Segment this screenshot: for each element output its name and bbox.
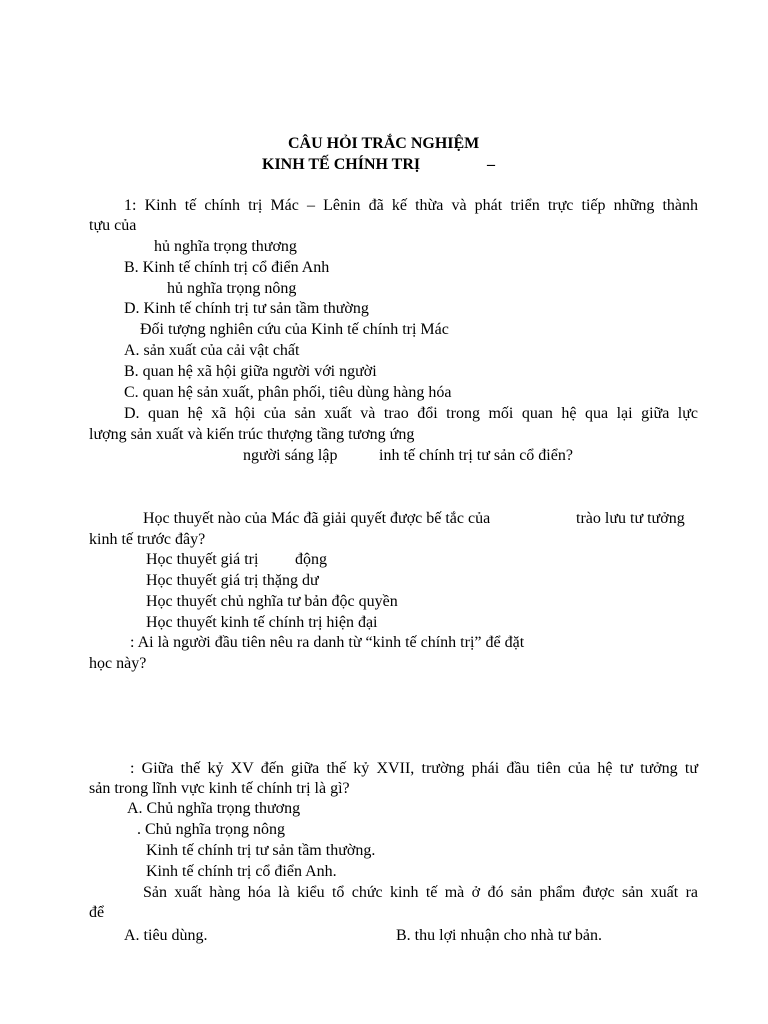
q4-option-a-part-2: động: [295, 551, 327, 568]
q3-stem-part-2: inh tế chính trị tư sản cổ điển?: [379, 447, 573, 464]
q4-option-b: Học thuyết giá trị thặng dư: [146, 572, 319, 589]
document-subtitle: KINH TẾ CHÍNH TRỊ: [262, 156, 421, 173]
subtitle-dash: –: [487, 156, 495, 173]
q1-stem-line-2: tựu của: [89, 217, 137, 234]
q2-option-a: A. sản xuất của cải vật chất: [124, 342, 300, 359]
q4-option-c: Học thuyết chủ nghĩa tư bản độc quyền: [146, 593, 398, 610]
q4-stem-line-1b: trào lưu tư tưởng: [576, 510, 685, 527]
q2-option-d-line-2: lượng sản xuất và kiến trúc thượng tầng tương ứng: [89, 426, 415, 443]
q1-option-c: hủ nghĩa trọng nông: [167, 280, 297, 297]
q4-option-d: Học thuyết kinh tế chính trị hiện đại: [146, 614, 378, 631]
q7-option-b: B. thu lợi nhuận cho nhà tư bản.: [396, 927, 602, 944]
q1-option-d: D. Kinh tế chính trị tư sản tầm thường: [124, 300, 369, 317]
document-title: CÂU HỎI TRẮC NGHIỆM: [288, 135, 480, 152]
q7-stem-line-1: Sản xuất hàng hóa là kiểu tổ chức kinh tế mà ở đó sản phẩm được sản xuất ra: [143, 884, 698, 901]
q5-stem-line-2: học này?: [89, 655, 147, 672]
q2-option-c: C. quan hệ sản xuất, phân phối, tiêu dùng hàng hóa: [124, 384, 452, 401]
q2-option-d-line-1: D. quan hệ xã hội của sản xuất và trao đổi trong mối quan hệ qua lại giữa lực: [124, 405, 698, 422]
q6-option-a: A. Chủ nghĩa trọng thương: [127, 800, 301, 817]
q2-option-b: B. quan hệ xã hội giữa người với người: [124, 363, 377, 380]
q4-stem-line-1a: Học thuyết nào của Mác đã giải quyết được bế tắc của: [143, 510, 491, 527]
q3-stem-part-1: người sáng lập: [243, 447, 338, 464]
q7-stem-line-2: để: [89, 904, 105, 921]
q1-stem-line-1: 1: Kinh tế chính trị Mác – Lênin đã kế thừa và phát triển trực tiếp những thành: [124, 197, 698, 214]
q1-option-a: hủ nghĩa trọng thương: [154, 238, 297, 255]
q6-option-d: Kinh tế chính trị cổ điển Anh.: [146, 863, 337, 880]
q2-stem: Đối tượng nghiên cứu của Kinh tế chính trị Mác: [140, 321, 449, 338]
q6-stem-line-1: : Giữa thế kỷ XV đến giữa thế kỷ XVII, trường phái đầu tiên của hệ tư tưởng tư: [130, 760, 698, 777]
q6-option-b: . Chủ nghĩa trọng nông: [137, 821, 285, 838]
q4-option-a-part-1: Học thuyết giá trị: [146, 551, 259, 568]
q1-option-b: B. Kinh tế chính trị cổ điển Anh: [124, 259, 330, 276]
q4-stem-line-2: kinh tế trước đây?: [89, 531, 206, 548]
q5-stem-line-1: : Ai là người đầu tiên nêu ra danh từ “kinh tế chính trị” để đặt: [130, 634, 525, 651]
q6-stem-line-2: sản trong lĩnh vực kinh tế chính trị là gì?: [89, 780, 350, 797]
q6-option-c: Kinh tế chính trị tư sản tầm thường.: [146, 842, 376, 859]
q7-option-a: A. tiêu dùng.: [124, 927, 208, 944]
